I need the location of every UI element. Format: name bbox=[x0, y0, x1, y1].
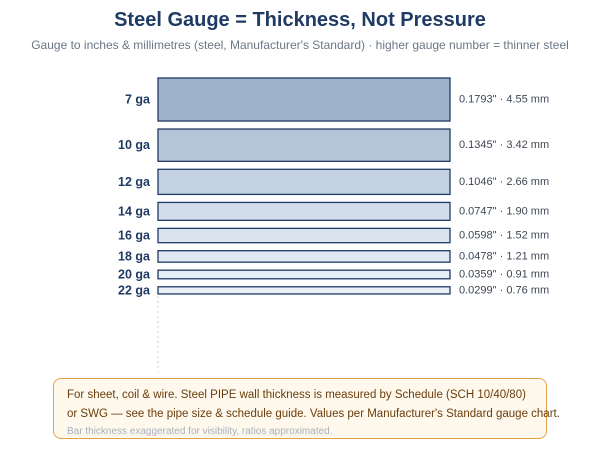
gauge-value-label: 0.1793" · 4.55 mm bbox=[459, 93, 550, 106]
gauge-label: 7 ga bbox=[124, 92, 150, 107]
note-box bbox=[53, 378, 560, 439]
note-line-1: For sheet, coil & wire. Steel PIPE wall thickness is measured by Schedule (SCH 10/40/80) bbox=[67, 389, 526, 401]
note-disclaimer: Bar thickness exaggerated for visibility, ratios approximated. bbox=[67, 426, 333, 437]
gauge-bar bbox=[158, 202, 450, 220]
gauge-bar bbox=[158, 228, 450, 242]
gauge-label: 22 ga bbox=[118, 283, 150, 298]
gauge-bar bbox=[158, 169, 450, 194]
chart-subtitle: Gauge to inches & millimetres (steel, Manufacturer's Standard) · higher gauge number = thinner steel bbox=[31, 38, 569, 52]
chart-title: Steel Gauge = Thickness, Not Pressure bbox=[114, 9, 486, 31]
gauge-label: 14 ga bbox=[118, 204, 150, 219]
gauge-bar bbox=[158, 251, 450, 262]
note-line-2: or SWG — see the pipe size & schedule guide. Values per Manufacturer's Standard gauge chart. bbox=[67, 408, 560, 420]
gauge-label: 20 ga bbox=[118, 267, 150, 282]
gauge-bar bbox=[158, 287, 450, 294]
gauge-value-label: 0.0747" · 1.90 mm bbox=[459, 205, 550, 218]
gauge-value-label: 0.1345" · 3.42 mm bbox=[459, 139, 550, 152]
gauge-bar bbox=[158, 78, 450, 121]
gauge-bar bbox=[158, 129, 450, 161]
gauge-label: 10 ga bbox=[118, 138, 150, 153]
gauge-value-label: 0.0299" · 0.76 mm bbox=[459, 284, 550, 297]
gauge-value-label: 0.0359" · 0.91 mm bbox=[459, 268, 550, 281]
gauge-label: 16 ga bbox=[118, 228, 150, 243]
gauge-bar bbox=[158, 270, 450, 279]
gauge-value-label: 0.1046" · 2.66 mm bbox=[459, 175, 550, 188]
gauge-label: 18 ga bbox=[118, 249, 150, 264]
gauge-label: 12 ga bbox=[118, 174, 150, 189]
gauge-value-label: 0.0478" · 1.21 mm bbox=[459, 250, 550, 263]
gauge-value-label: 0.0598" · 1.52 mm bbox=[459, 229, 550, 242]
